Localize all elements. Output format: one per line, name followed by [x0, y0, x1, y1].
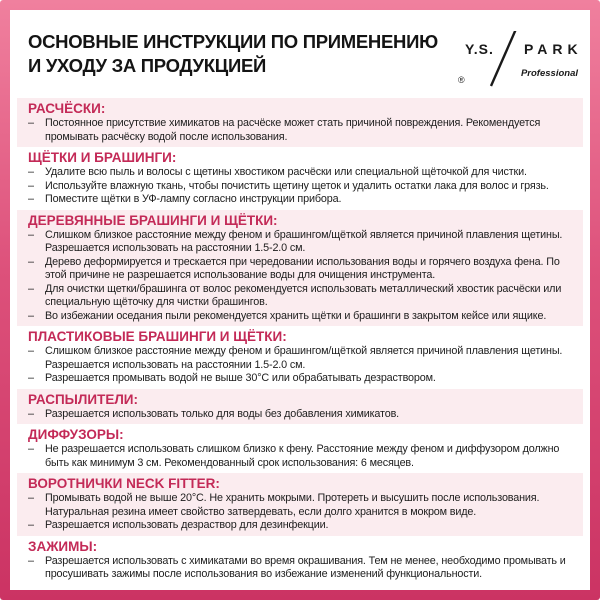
bullet-dash: – — [28, 443, 34, 455]
section-heading: ДЕРЕВЯННЫЕ БРАШИНГИ И ЩЁТКИ: — [28, 212, 278, 228]
bullet-item — [28, 117, 574, 144]
section-heading: ДИФФУЗОРЫ: — [28, 427, 124, 442]
bullet-text: Разрешается промывать водой не выше 30°C или обрабатывать дезраствором. — [45, 372, 436, 384]
bullet-item — [28, 408, 574, 422]
bullet-dash: – — [28, 255, 34, 268]
bullet-dash: – — [28, 228, 34, 241]
section-heading: ЩЁТКИ И БРАШИНГИ: — [28, 150, 177, 165]
bullet-item — [28, 443, 574, 470]
bullet-list — [28, 229, 574, 324]
section-neck-fitter — [17, 473, 583, 536]
document-body — [10, 10, 590, 590]
bullet-item — [28, 310, 574, 324]
bullet-dash: – — [28, 179, 34, 192]
section-heading: ПЛАСТИКОВЫЕ БРАШИНГИ И ЩЁТКИ: — [28, 329, 287, 344]
section-clamps — [17, 536, 583, 585]
registered-trademark-icon: ® — [458, 75, 465, 85]
document-header — [17, 17, 583, 98]
bullet-item — [28, 345, 574, 372]
bullet-dash: – — [28, 554, 34, 567]
bullet-text: Используйте влажную ткань, чтобы почистить щетину щеток и удалить остатки лака для волос и грязь. — [45, 179, 549, 192]
section-heading: РАСПЫЛИТЕЛИ: — [28, 391, 138, 407]
bullet-text: Слишком близкое расстояние между феном и брашингом/щёткой является причиной плавления щетины. Разрешается использовать на расстоянии 1.5-2.0 см. — [45, 345, 563, 371]
section-heading: РАСЧЁСКИ: — [28, 101, 106, 116]
bullet-text: Удалите всю пыль и волосы с щетины хвостиком расчёски или специальной щёточкой для чистки. — [45, 166, 527, 178]
logo-park-text: PARK — [524, 41, 583, 57]
bullet-dash: – — [28, 117, 34, 129]
logo-ys-text: Y.S. — [465, 41, 494, 57]
section-heading: ВОРОТНИЧКИ NECK FITTER: — [28, 476, 220, 491]
bullet-text: Постоянное присутствие химикатов на расчёске может стать причиной повреждения. Рекомендуется промывать расчёску водой после использования. — [45, 117, 541, 143]
section-heading: ЗАЖИМЫ: — [28, 538, 98, 554]
title-line-1: ОСНОВНЫЕ ИНСТРУКЦИИ ПО ПРИМЕНЕНИЮ — [28, 31, 438, 52]
title-line-2: И УХОДУ ЗА ПРОДУКЦИЕЙ — [28, 55, 266, 76]
bullet-item — [28, 180, 574, 194]
bullet-text: Поместите щётки в УФ-лампу согласно инструкции прибора. — [45, 193, 342, 205]
section-brushes — [17, 147, 583, 210]
brand-logo — [448, 31, 581, 87]
bullet-list — [28, 345, 574, 386]
bullet-list — [28, 408, 574, 422]
section-plastic-brushes — [17, 326, 583, 389]
section-combs — [17, 98, 583, 147]
bullet-item — [28, 193, 574, 207]
bullet-text: Промывать водой не выше 20°C. Не хранить мокрыми. Протереть и высушить после использования. Натуральная резина имеет свойство затвердевать, если долго хранится в мокром виде. — [45, 492, 540, 518]
bullet-text: Разрешается использовать только для воды без добавления химикатов. — [45, 407, 400, 420]
bullet-dash: – — [28, 193, 34, 205]
bullet-dash: – — [28, 282, 34, 295]
section-diffusers — [17, 424, 583, 473]
bullet-text: Дерево деформируется и трескается при чередовании использования воды и горячего воздуха фена. По этой причине не разрешается использование воды для очищения инструмента. — [45, 255, 560, 281]
bullet-dash: – — [28, 519, 34, 531]
bullet-text: Разрешается использовать с химикатами во время окрашивания. Тем не менее, необходимо промывать и просушивать зажимы после использования во избежание изменений функциональности. — [45, 554, 566, 580]
bullet-dash: – — [28, 372, 34, 384]
section-wooden-brushes — [17, 210, 583, 327]
bullet-item — [28, 492, 574, 519]
bullet-dash: – — [28, 309, 34, 322]
bullet-list — [28, 443, 574, 470]
bullet-text: Слишком близкое расстояние между феном и брашингом/щёткой является причиной плавления щетины. Разрешается использовать на расстоянии 1.5-2.0 см. — [45, 228, 563, 254]
bullet-item — [28, 372, 574, 386]
bullet-item — [28, 166, 574, 180]
bullet-item — [28, 519, 574, 533]
bullet-item — [28, 283, 574, 310]
bullet-list — [28, 555, 574, 582]
bullet-dash: – — [28, 492, 34, 504]
page-title — [28, 30, 438, 78]
bullet-dash: – — [28, 345, 34, 357]
bullet-dash: – — [28, 166, 34, 178]
bullet-text: Не разрешается использовать слишком близко к фену. Расстояние между феном и диффузором должно быть как минимум 3 см. Рекомендованный срок использования: 6 месяцев. — [45, 443, 560, 469]
bullet-text: Разрешается использовать дезраствор для дезинфекции. — [45, 519, 329, 531]
bullet-list — [28, 492, 574, 533]
bullet-dash: – — [28, 407, 34, 420]
bullet-item — [28, 256, 574, 283]
bullet-text: Во избежании оседания пыли рекомендуется хранить щётки и брашинги в закрытом кейсе или ящике. — [45, 309, 547, 322]
bullet-item — [28, 555, 574, 582]
bullet-list — [28, 117, 574, 144]
bullet-text: Для очистки щетки/брашинга от волос рекомендуется использовать металлический хвостик расчёски или специальную щёточку для чистки брашингов. — [45, 282, 562, 308]
bullet-item — [28, 229, 574, 256]
logo-professional-text: Professional — [520, 68, 578, 79]
section-sprayers — [17, 389, 583, 425]
bullet-list — [28, 166, 574, 207]
